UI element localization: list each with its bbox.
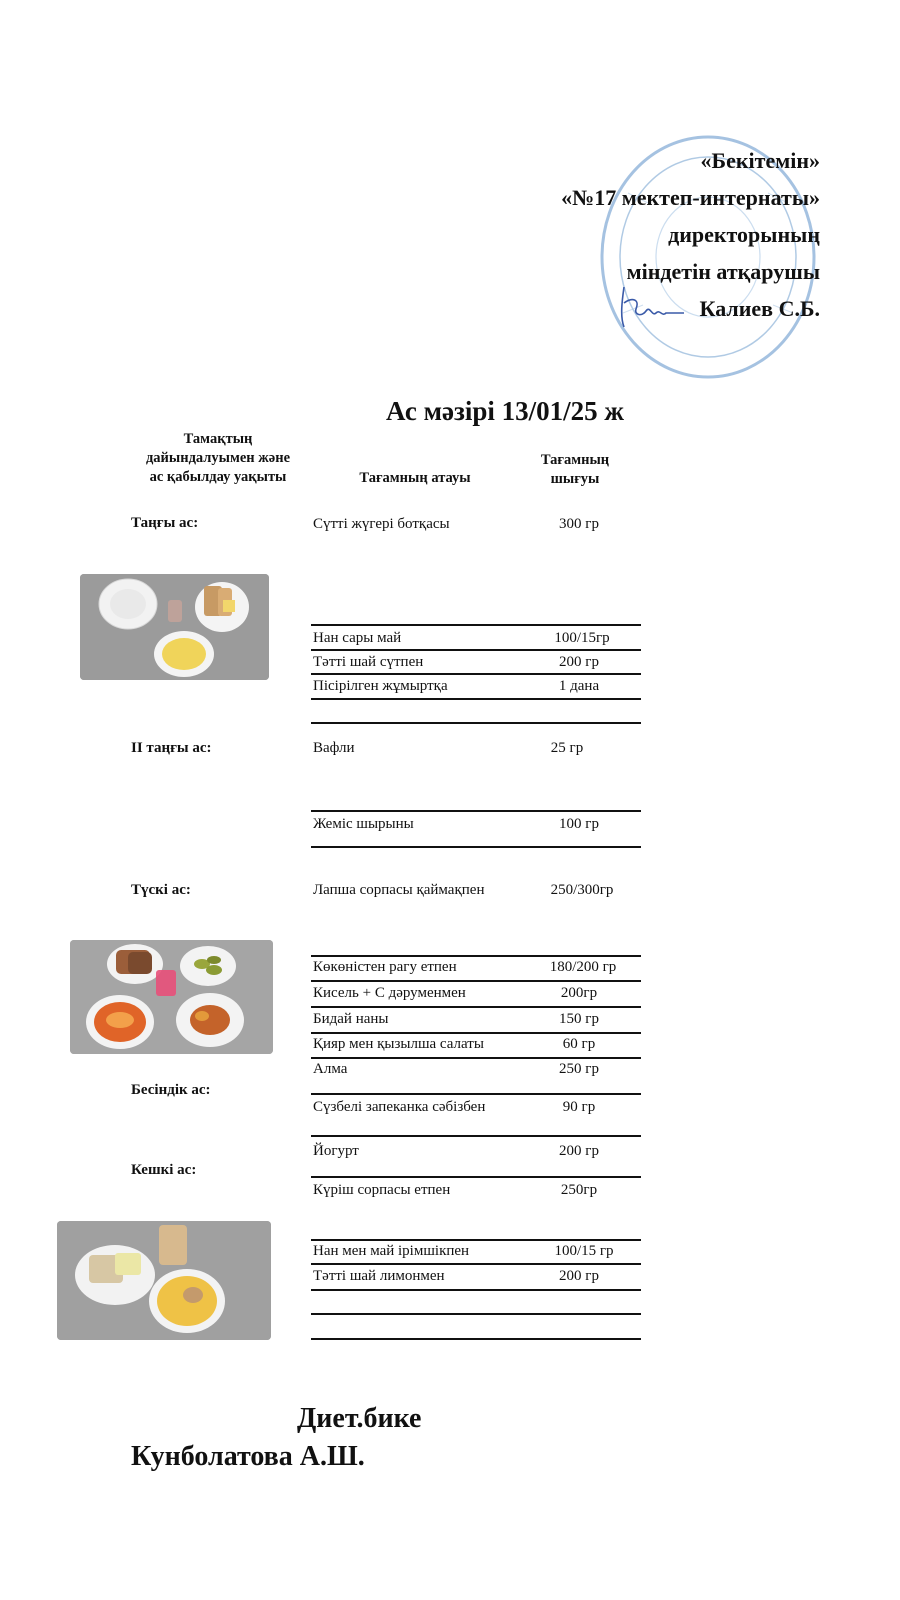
dish-name: Сүзбелі запеканка сәбізбен	[313, 1099, 486, 1115]
approval-line-2: «№17 мектеп-интернаты»	[561, 185, 820, 210]
dish-name: Нан мен май ірімшікпен	[313, 1243, 470, 1259]
dish-amount: 200гр	[560, 985, 598, 1001]
dish-name: Вафли	[313, 740, 355, 756]
table-rule	[311, 1135, 641, 1137]
table-rule	[311, 1176, 641, 1178]
dish-name: Тәтті шай сүтпен	[313, 654, 424, 670]
table-rule	[311, 1313, 641, 1315]
header-meal-time-line-1: Тамақтың	[183, 431, 253, 447]
table-rule	[311, 1093, 641, 1095]
dish-name: Көкөністен рагу етпен	[313, 959, 457, 975]
dinner-photo	[57, 1221, 271, 1340]
dish-amount: 1 дана	[558, 678, 600, 694]
dish-name: Нан сары май	[313, 630, 402, 646]
dish-name: Бидай наны	[313, 1011, 389, 1027]
dish-amount: 150 гр	[559, 1011, 599, 1027]
dish-amount: 250гр	[560, 1182, 598, 1198]
table-rule	[311, 1006, 641, 1008]
dish-amount: 300 гр	[559, 516, 599, 532]
table-rule	[311, 980, 641, 982]
table-rule	[311, 1239, 641, 1241]
table-rule	[311, 1289, 641, 1291]
lunch-photo	[70, 940, 273, 1054]
approval-line-4: міндетін атқарушы	[626, 259, 820, 284]
dish-name: Пісірілген жұмыртқа	[313, 678, 448, 694]
menu-title-text: Ас мәзірі 13/01/25 ж	[386, 396, 624, 426]
approval-line-5: Калиев С.Б.	[699, 296, 820, 321]
table-rule	[311, 1032, 641, 1034]
dish-amount: 250 гр	[559, 1061, 599, 1077]
table-rule	[311, 955, 641, 957]
meal-lunch: Түскі ас:	[131, 882, 191, 898]
dish-amount: 200 гр	[559, 654, 599, 670]
dish-amount: 25 гр	[550, 740, 584, 756]
header-meal-time	[118, 430, 318, 487]
dish-amount: 200 гр	[559, 1143, 599, 1159]
dish-amount: 100 гр	[559, 816, 599, 832]
dish-name: Тәтті шай лимонмен	[313, 1268, 445, 1284]
header-amount-line-1: Тағамның	[540, 452, 610, 468]
dish-name: Кисель + С дәруменмен	[313, 985, 466, 1001]
header-meal-time-line-3: ас қабылдау уақыты	[149, 469, 287, 485]
table-rule	[311, 846, 641, 848]
footer-role: Диет.бике	[297, 1403, 422, 1434]
meal-second-breakfast: II таңғы ас:	[131, 740, 212, 756]
table-rule	[311, 673, 641, 675]
meal-dinner: Кешкі ас:	[131, 1162, 197, 1178]
meal-breakfast: Таңғы ас:	[131, 515, 199, 531]
approval-line-1: «Бекітемін»	[700, 148, 820, 173]
dish-amount: 200 гр	[559, 1268, 599, 1284]
dish-name: Жеміс шырыны	[313, 816, 414, 832]
dish-amount: 180/200 гр	[549, 959, 617, 975]
menu-title	[0, 396, 900, 427]
footer-name: Кунболатова А.Ш.	[131, 1441, 365, 1472]
dish-amount: 90 гр	[562, 1099, 596, 1115]
table-rule	[311, 1263, 641, 1265]
dish-amount: 250/300гр	[550, 882, 614, 898]
header-amount-line-2: шығуы	[550, 471, 600, 487]
dish-name: Йогурт	[313, 1143, 359, 1159]
dish-name: Алма	[313, 1061, 348, 1077]
dish-amount: 100/15гр	[554, 630, 610, 646]
dish-name: Қияр мен қызылша салаты	[313, 1036, 484, 1052]
table-rule	[311, 698, 641, 700]
table-rule	[311, 624, 641, 626]
director-signature	[618, 283, 688, 331]
table-rule	[311, 649, 641, 651]
header-amount	[520, 451, 630, 489]
dish-name: Күріш сорпасы етпен	[313, 1182, 451, 1198]
dish-amount: 60 гр	[562, 1036, 596, 1052]
header-dish-name: Тағамның атауы	[359, 470, 471, 486]
meal-snack: Бесіндік ас:	[131, 1082, 211, 1098]
dish-amount: 100/15 гр	[554, 1243, 614, 1259]
approval-line-3: директорының	[668, 222, 820, 247]
approval-block	[400, 142, 820, 327]
dish-name: Сүтті жүгері ботқасы	[313, 516, 450, 532]
table-rule	[311, 722, 641, 724]
dish-name: Лапша сорпасы қаймақпен	[313, 882, 485, 898]
table-rule	[311, 810, 641, 812]
breakfast-photo	[80, 574, 269, 680]
table-rule	[311, 1338, 641, 1340]
header-meal-time-line-2: дайындалуымен және	[145, 450, 291, 466]
table-rule	[311, 1057, 641, 1059]
